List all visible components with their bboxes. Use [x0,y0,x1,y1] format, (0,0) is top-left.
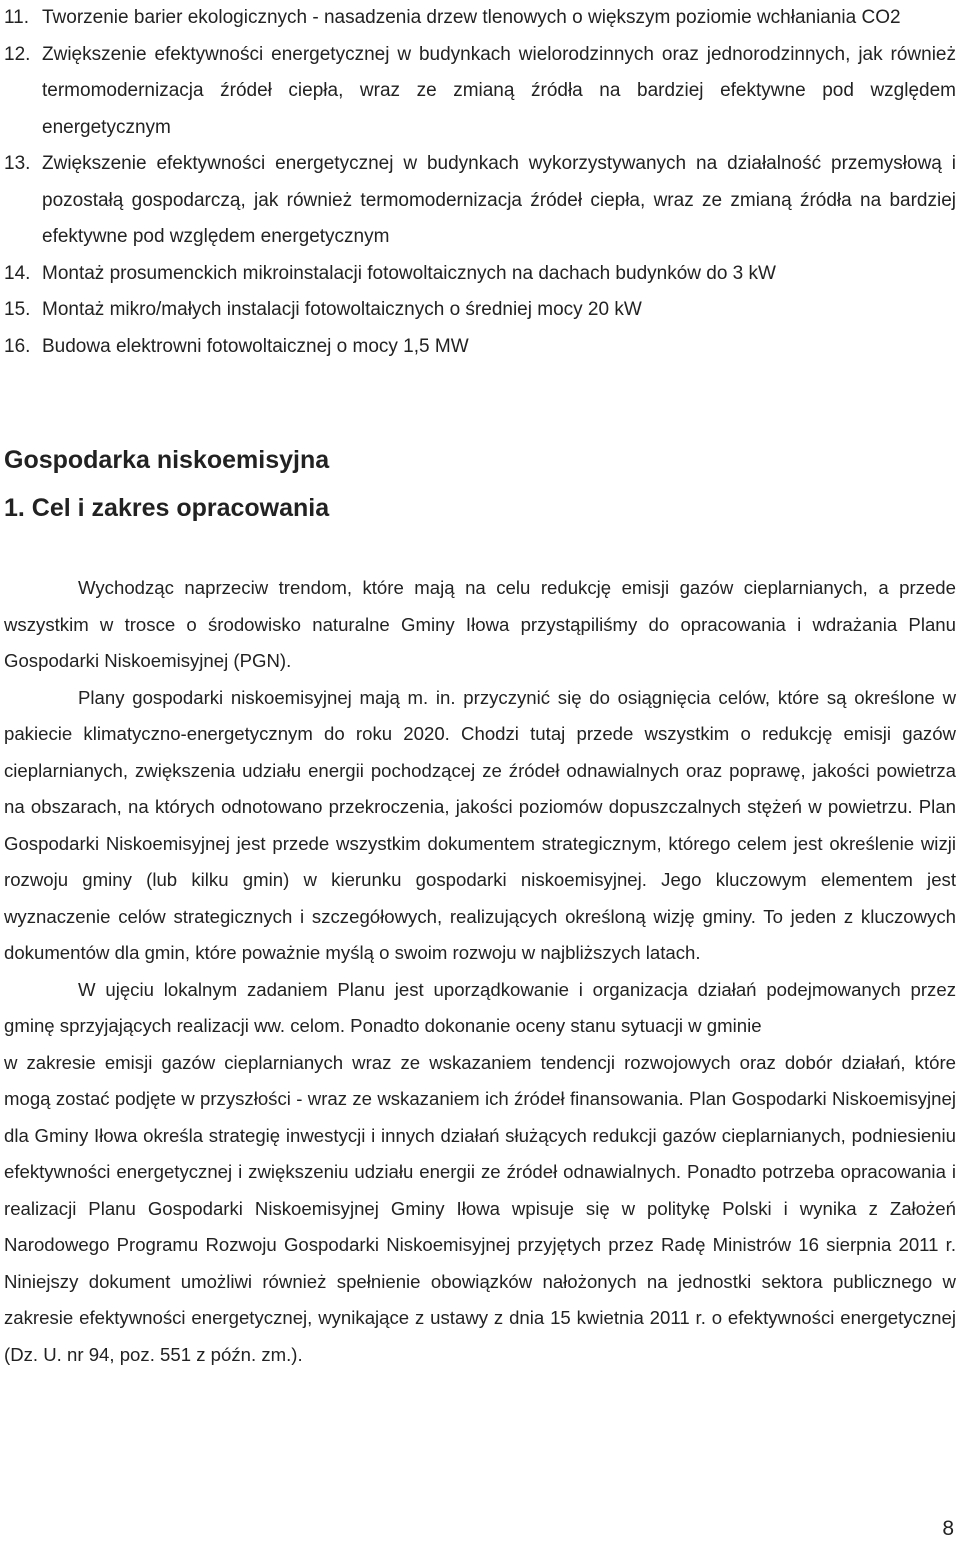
list-item-number: 16. [4,335,31,357]
list-item-number: 14. [4,262,31,284]
body-text [4,570,956,1373]
list-item-number: 12. [4,43,31,65]
list-item-number: 11. [4,7,30,28]
measures-list [4,0,956,365]
list-item-text: Budowa elektrowni fotowoltaicznej o mocy 1,5 MW [42,335,469,357]
list-item [4,292,956,329]
list-item [4,146,956,256]
paragraph: Plany gospodarki niskoemisyjnej mają m. in. przyczynić się do osiągnięcia celów, które są określone w pakiecie klimatyczno-energetycznym do roku 2020. Chodzi tutaj przede wszystkim o redukcję emisji gazów cieplarnianych, zwiększenia udziału energii pochodzącej ze źródeł odnawialnych oraz poprawę, jakości powietrza na obszarach, na których odnotowano przekroczenia, jakości poziomów dopuszczalnych stężeń w powietrzu. Plan Gospodarki Niskoemisyjnej jest przede wszystkim dokumentem strategicznym, którego celem jest określenie wizji rozwoju gminy (lub kilku gmin) w kierunku gospodarki niskoemisyjnej. Jego kluczowym elementem jest wyznaczenie celów strategicznych i szczegółowych, realizujących określoną wizję gminy. To jeden z kluczowych dokumentów dla gmin, które poważnie myślą o swoim rozwoju w najbliższych latach. [4,686,956,963]
subsection-heading: 1. Cel i zakres opracowania [4,494,330,522]
list-item-text: Tworzenie barier ekologicznych - nasadzenia drzew tlenowych o większym poziomie wchłaniania CO2 [42,7,901,28]
list-item-text: Zwiększenie efektywności energetycznej w budynkach wielorodzinnych oraz jednorodzinnych, jak również termomodernizacja źródeł ciepła, wraz ze zmianą źródła na bardziej efektywne pod względem energetycznym [42,43,956,138]
list-item-number: 15. [4,299,31,320]
list-item-text: Montaż mikro/małych instalacji fotowoltaicznych o średniej mocy 20 kW [42,299,642,320]
paragraph: w zakresie emisji gazów cieplarnianych wraz ze wskazaniem tendencji rozwojowych oraz dobór działań, które mogą zostać podjęte w przyszłości - wraz ze wskazaniem ich źródeł finansowania. Plan Gospodarki Niskoemisyjnej dla Gminy Iłowa określa strategię inwestycji i innych działań służących redukcji gazów cieplarnianych, podniesieniu efektywności energetycznej i zwiększeniu udziału energii ze źródeł odnawialnych. Ponadto potrzeba opracowania i realizacji Planu Gospodarki Niskoemisyjnej Gminy Iłowa wpisuje się w politykę Polski i wynika z Założeń Narodowego Programu Rozwoju Gospodarki Niskoemisyjnej przyjętych przez Radę Ministrów 16 sierpnia 2011 r. Niniejszy dokument umożliwi również spełnienie obowiązków nałożonych na jednostki sektora publicznego w zakresie efektywności energetycznej, wynikające z ustawy z dnia 15 kwietnia 2011 r. o efektywności energetycznej (Dz. U. nr 94, poz. 551 z późn. zm.). [4,1051,956,1365]
list-item-text: Montaż prosumenckich mikroinstalacji fotowoltaicznych na dachach budynków do 3 kW [42,262,776,284]
list-item-text: Zwiększenie efektywności energetycznej w budynkach wykorzystywanych na działalność przemysłową i pozostałą gospodarczą, jak również termomodernizacja źródeł ciepła, wraz ze zmianą źródła na bardziej efektywne pod względem energetycznym [42,153,956,247]
paragraph: W ujęciu lokalnym zadaniem Planu jest uporządkowanie i organizacja działań podejmowanych przez gminę sprzyjających realizacji ww. celom. Ponadto dokonanie oceny stanu sytuacji w gminie [4,978,956,1036]
paragraph: Wychodząc naprzeciw trendom, które mają na celu redukcję emisji gazów cieplarnianych, a przede wszystkim w trosce o środowisko naturalne Gminy Iłowa przystąpiliśmy do opracowania i wdrażania Planu Gospodarki Niskoemisyjnej (PGN). [4,577,956,671]
section-heading: Gospodarka niskoemisyjna [4,446,330,474]
list-item [4,256,956,293]
list-item [4,37,956,147]
page-number: 8 [942,1517,954,1540]
list-item [4,0,956,37]
list-item [4,329,956,366]
list-item-number: 13. [4,153,31,174]
